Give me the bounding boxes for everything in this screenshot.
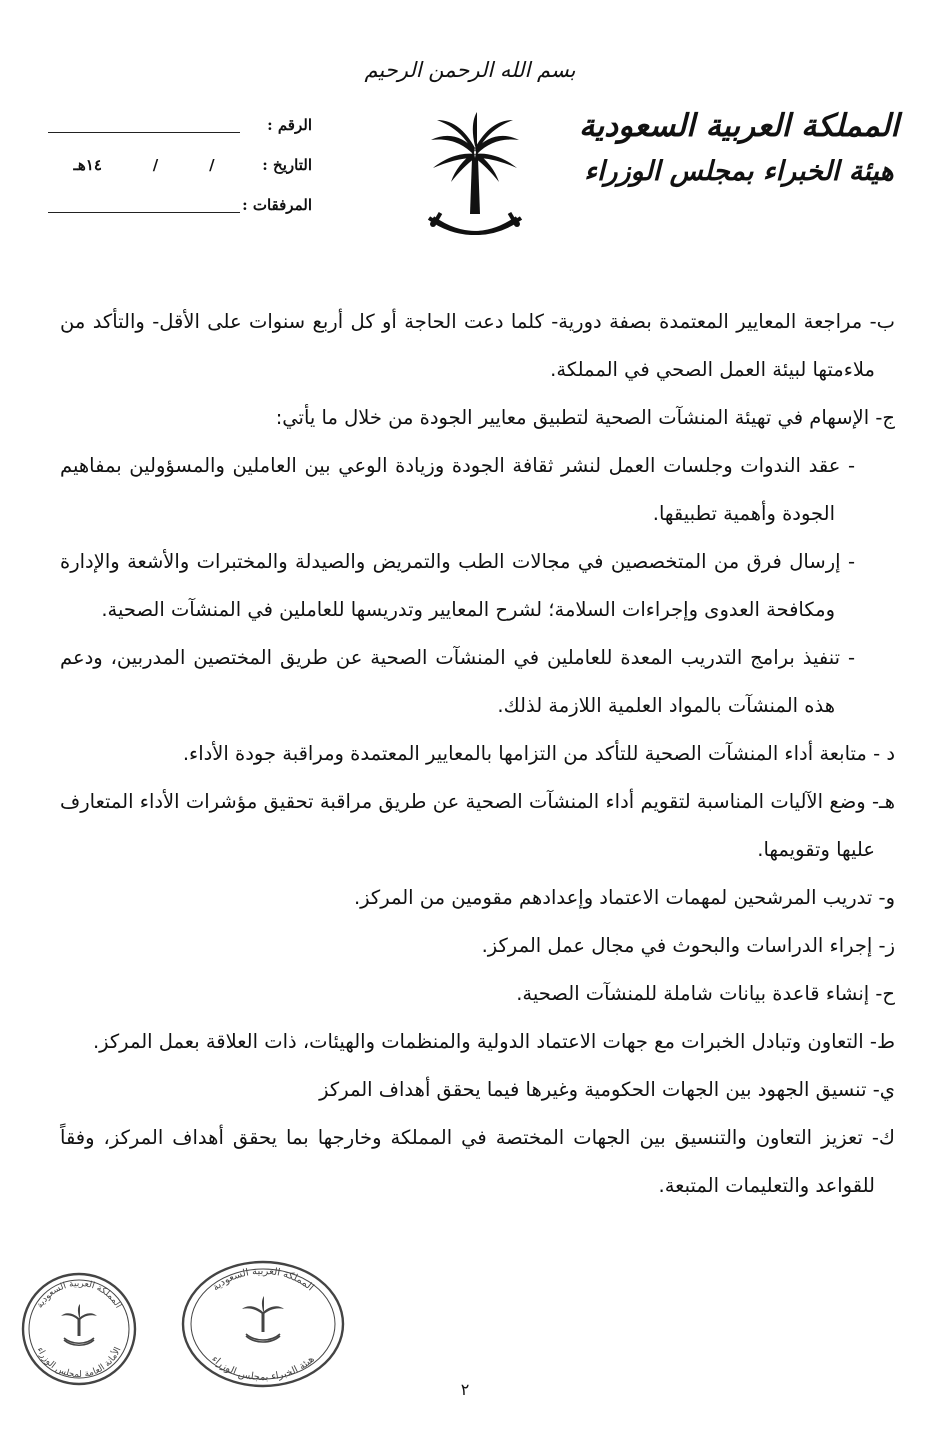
ref-number-label: الرقم : [267,116,312,134]
paragraph: د - متابعة أداء المنشآت الصحية للتأكد من التزامها بالمعايير المعتمدة ومراقبة جودة الأداء. [182,742,895,765]
paragraph: ح- إنشاء قاعدة بيانات شاملة للمنشآت الصحية. [516,982,895,1005]
attachments-line [48,212,240,213]
reference-block [40,110,320,230]
attachments-label: المرفقات : [242,196,312,214]
paragraph: ط- التعاون وتبادل الخبرات مع جهات الاعتماد الدولية والمنظمات والهيئات، ذات العلاقة بعمل المركز. [92,1030,895,1053]
ref-number-row [40,110,320,150]
stamp-text: المملكة العربية السعودية [210,1265,316,1294]
stamp-text: هيئة الخبراء بمجلس الوزراء [209,1353,317,1384]
date-label: التاريخ : [262,156,312,174]
paragraph: ج- الإسهام في تهيئة المنشآت الصحية لتطبيق معايير الجودة من خلال ما يأتي: [275,406,895,429]
ref-number-line [48,132,240,133]
date-separator: / [152,156,159,174]
council-secretariat-stamp-icon [18,1268,140,1390]
date-value [48,156,240,174]
saudi-emblem-icon [425,110,525,250]
date-year-suffix: ١٤هـ [73,156,102,174]
paragraph: و- تدريب المرشحين لمهمات الاعتماد وإعدادهم مقومين من المركز. [353,886,895,909]
date-separator: / [209,156,215,174]
paragraph: هـ- وضع الآليات المناسبة لتقويم أداء المنشآت الصحية عن طريق مراقبة تحقيق مؤشرات الأداء المتعارف عليها وتقويمها. [60,790,895,861]
paragraph: ك- تعزيز التعاون والتنسيق بين الجهات المختصة في المملكة وخارجها بما يحقق أهداف المركز، وفقاً للقواعد والتعليمات المتبعة. [60,1126,895,1197]
sub-paragraph: - عقد الندوات وجلسات العمل لنشر ثقافة الجودة وزيادة الوعي بين العاملين والمسؤولين بمفاهيم الجودة وأهمية تطبيقها. [60,454,855,525]
sub-paragraph: - تنفيذ برامج التدريب المعدة للعاملين في المنشآت الصحية عن طريق المختصين المدربين، ودعم هذه المنشآت بالمواد العلمية اللازمة لذلك. [60,646,855,717]
letterhead [0,0,947,270]
authority-name: هيئة الخبراء بمجلس الوزراء [584,156,894,187]
paragraph: ز- إجراء الدراسات والبحوث في مجال عمل المركز. [481,934,895,957]
basmala: بسم الله الرحمن الرحيم [364,58,576,82]
kingdom-name: المملكة العربية السعودية [579,108,899,144]
sub-paragraph: - إرسال فرق من المتخصصين في مجالات الطب والتمريض والصيدلة والمختبرات والأشعة والإدارة ومكافحة العدوى وإجراءات السلامة؛ لشرح المعايير وتدريسها للعاملين في المنشآت الصحية. [60,550,855,621]
page-number: ٢ [460,1380,470,1399]
attachments-row [40,190,320,230]
stamp-text: المملكة العربية السعودية [35,1278,123,1311]
experts-commission-stamp-icon [178,1256,348,1392]
stamp-text: الأمانة العامة لمجلس الوزراء [34,1345,124,1381]
paragraph: ب- مراجعة المعايير المعتمدة بصفة دورية- كلما دعت الحاجة أو كل أربع سنوات على الأقل- والتأكد من ملاءمتها لبيئة العمل الصحي في المملكة. [60,310,895,381]
document-body [60,298,895,1210]
date-row [40,150,320,190]
paragraph: ي- تنسيق الجهود بين الجهات الحكومية وغيرها فيما يحقق أهداف المركز [319,1078,895,1101]
